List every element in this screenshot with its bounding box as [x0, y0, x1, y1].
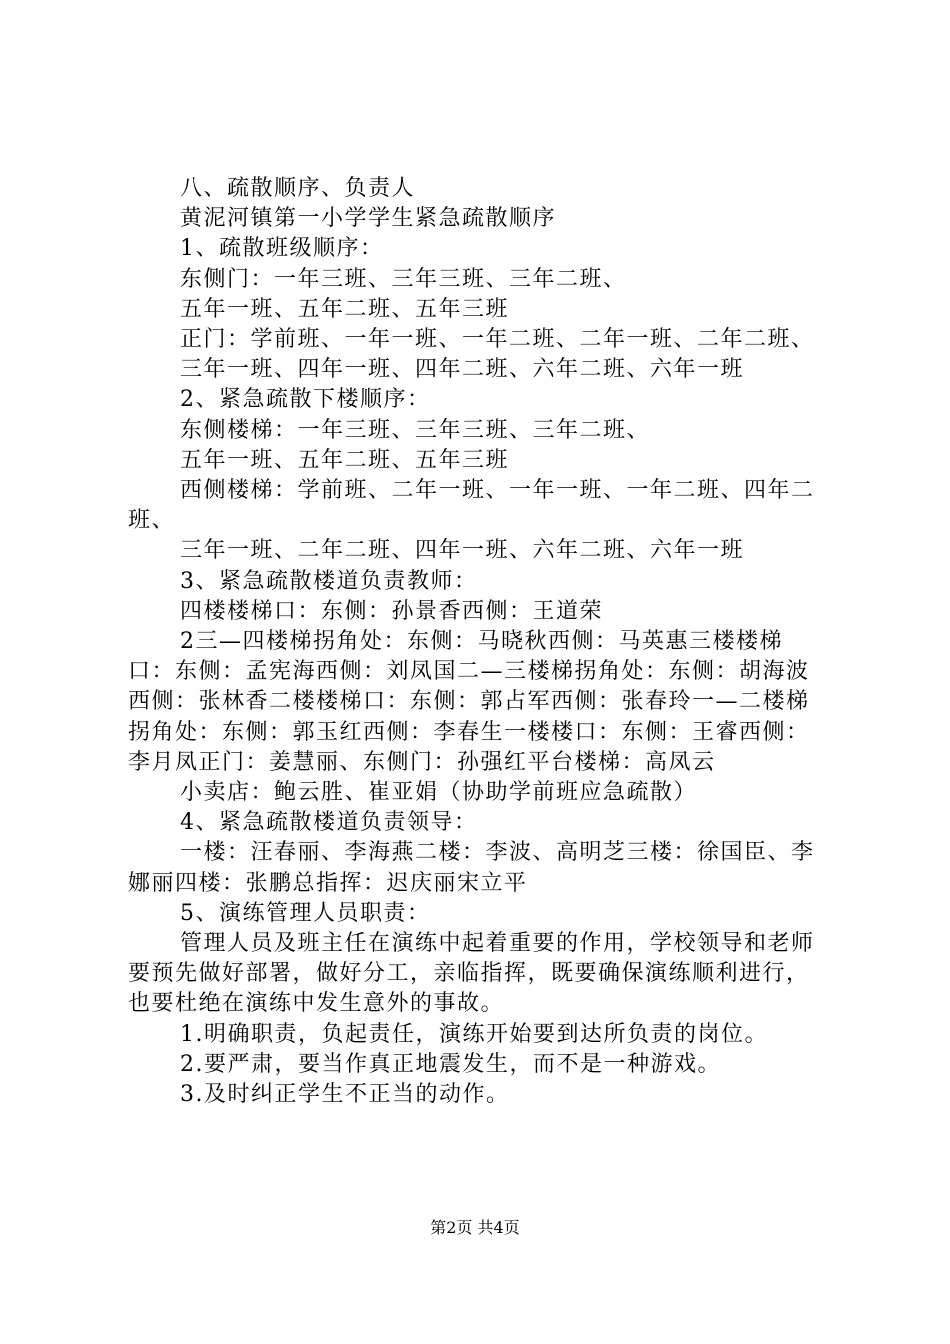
subsection-heading: 1、疏散班级顺序：: [180, 236, 384, 262]
subsection-heading: 3、紧急疏散楼道负责教师：: [180, 568, 478, 594]
document-subtitle: 黄泥河镇第一小学学生紧急疏散顺序: [180, 206, 557, 232]
list-item: 1.明确职责，负起责任，演练开始要到达所负责的岗位。: [180, 1021, 768, 1047]
paragraph: 四楼楼梯口：东侧：孙景香西侧：王道荣: [180, 598, 604, 624]
subsection-heading: 5、演练管理人员职责：: [180, 900, 431, 926]
page-footer: 第2页 共4页: [430, 1218, 520, 1237]
document-body: [128, 174, 828, 1110]
paragraph: 三年一班、四年一班、四年二班、六年二班、六年一班: [180, 357, 745, 383]
paragraph: 2三—四楼梯拐角处：东侧：马晓秋西侧：马英惠三楼楼梯口：东侧：孟宪海西侧：刘凤国二—三楼梯拐角处：东侧：胡海波西侧：张林香二楼楼梯口：东侧：郭占军西侧：张春玲一—二楼梯拐角处：东侧：郭玉红西侧：李春生一楼楼口：东侧：王睿西侧：李月凤正门：姜慧丽、东侧门：孙强红平台楼梯：高凤云: [128, 629, 810, 775]
paragraph: 五年一班、五年二班、五年三班: [180, 447, 510, 473]
list-item: 2.要严肃，要当作真正地震发生，而不是一种游戏。: [180, 1051, 721, 1077]
paragraph: 西侧楼梯：学前班、二年一班、一年一班、一年二班、四年二班、: [128, 478, 815, 534]
paragraph: 正门：学前班、一年一班、一年二班、二年一班、二年二班、: [180, 327, 815, 353]
list-item: 3.及时纠正学生不正当的动作。: [180, 1082, 510, 1108]
section-heading: 八、疏散顺序、负责人: [180, 176, 416, 201]
paragraph: 小卖店：鲍云胜、崔亚娟（协助学前班应急疏散）: [180, 780, 698, 806]
paragraph: 东侧门：一年三班、三年三班、三年二班、: [180, 266, 627, 292]
paragraph: 东侧楼梯：一年三班、三年三班、三年二班、: [180, 417, 651, 443]
paragraph: 管理人员及班主任在演练中起着重要的作用，学校领导和老师要预先做好部署，做好分工，亲临指挥，既要确保演练顺利进行，也要杜绝在演练中发生意外的事故。: [128, 931, 815, 1017]
paragraph: 一楼：汪春丽、李海燕二楼：李波、高明芝三楼：徐国臣、李娜丽四楼：张鹏总指挥：迟庆丽宋立平: [128, 840, 815, 896]
paragraph: 五年一班、五年二班、五年三班: [180, 296, 510, 322]
paragraph: 三年一班、二年二班、四年一班、六年二班、六年一班: [180, 538, 745, 564]
subsection-heading: 2、紧急疏散下楼顺序：: [180, 387, 431, 413]
subsection-heading: 4、紧急疏散楼道负责领导：: [180, 810, 478, 836]
